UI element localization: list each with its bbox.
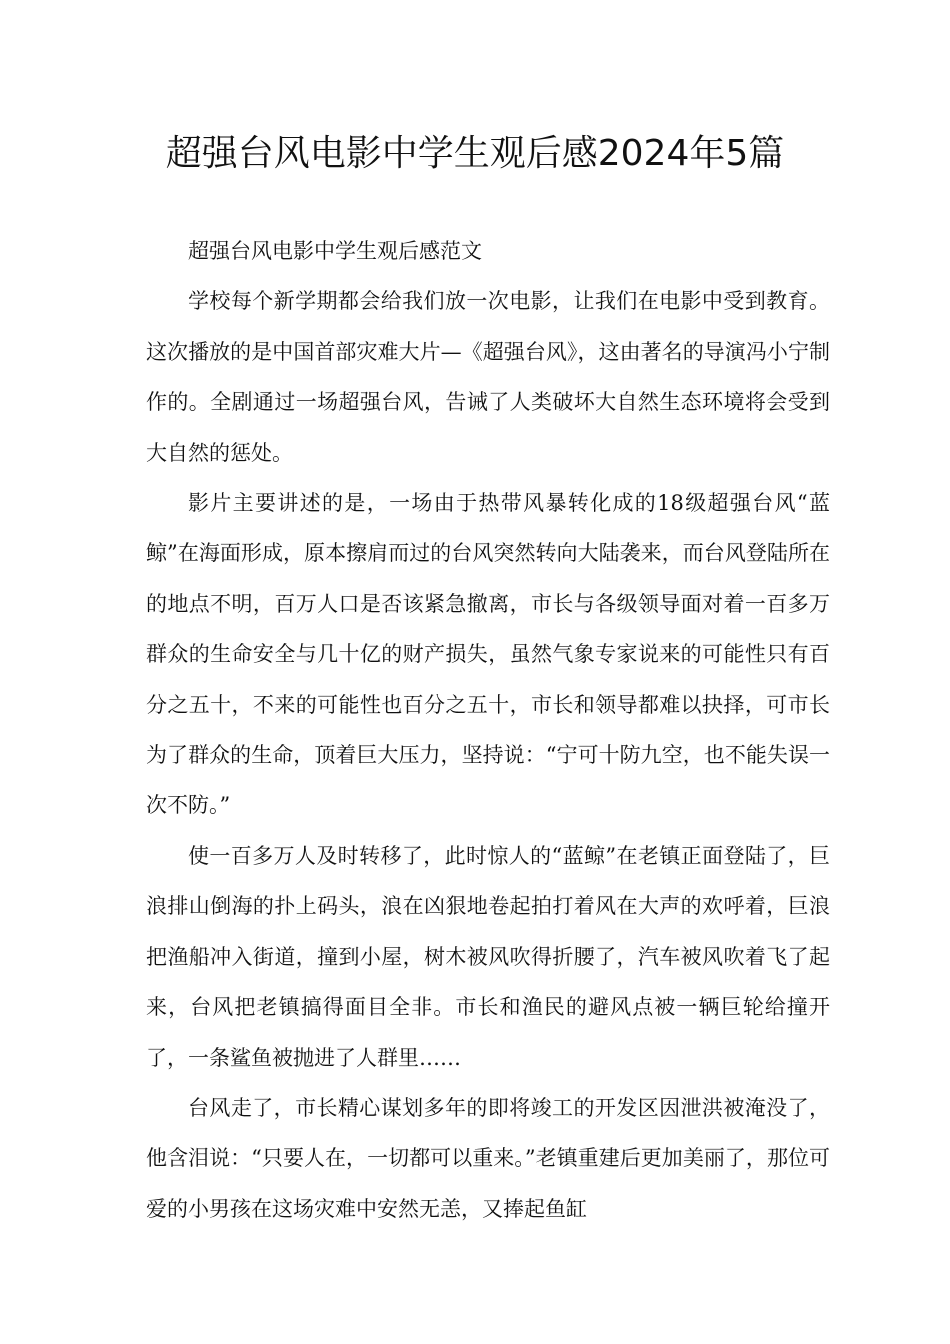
paragraph: 台风走了，市长精心谋划多年的即将竣工的开发区因泄洪被淹没了，他含泪说：“只要人在，一切都可以重来。”老镇重建后更加美丽了，那位可爱的小男孩在这场灾难中安然无恙，又捧起鱼缸: [146, 1095, 830, 1221]
paragraph: 影片主要讲述的是，一场由于热带风暴转化成的18级超强台风“蓝鲸”在海面形成，原本擦肩而过的台风突然转向大陆袭来，而台风登陆所在的地点不明，百万人口是否该紧急撤离，市长与各级领导面对着一百多万群众的生命安全与几十亿的财产损失，虽然气象专家说来的可能性只有百分之五十，不来的可能性也百分之五十，市长和领导都难以抉择，可市长为了群众的生命，顶着巨大压力，坚持说：“宁可十防九空，也不能失误一次不防。”: [146, 491, 830, 818]
document-body: [146, 226, 830, 1234]
paragraph: 学校每个新学期都会给我们放一次电影，让我们在电影中受到教育。这次播放的是中国首部灾难大片—《超强台风》，这由著名的导演冯小宁制作的。全剧通过一场超强台风，告诫了人类破坏大自然生态环境将会受到大自然的惩处。: [146, 289, 830, 465]
document-title: 超强台风电影中学生观后感2024年5篇: [165, 133, 785, 174]
paragraph: 使一百多万人及时转移了，此时惊人的“蓝鲸”在老镇正面登陆了，巨浪排山倒海的扑上码头，浪在凶狠地卷起拍打着风在大声的欢呼着，巨浪把渔船冲入街道，撞到小屋，树木被风吹得折腰了，汽车被风吹着飞了起来，台风把老镇搞得面目全非。市长和渔民的避风点被一辆巨轮给撞开了，一条鲨鱼被抛进了人群里……: [146, 843, 830, 1070]
paragraph-subtitle: 超强台风电影中学生观后感范文: [188, 239, 482, 263]
